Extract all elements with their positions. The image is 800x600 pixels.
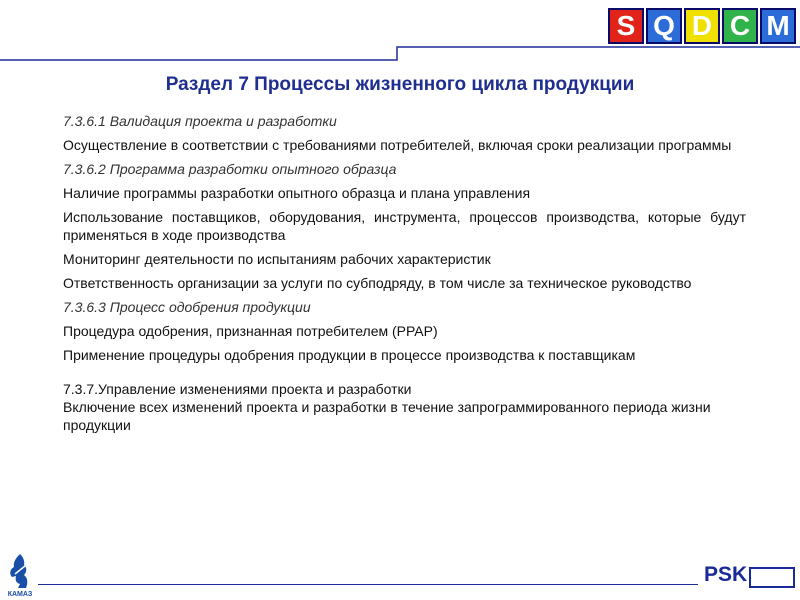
psk-logo: PSK: [704, 563, 748, 586]
svg-text:КАМАЗ: КАМАЗ: [7, 591, 33, 598]
sqdcm-logo: [608, 8, 796, 44]
sqdcm-tile-d: D: [684, 8, 720, 44]
sqdcm-tile-m: M: [760, 8, 796, 44]
paragraph: Применение процедуры одобрения продукции в процессе производства к поставщикам: [63, 347, 636, 363]
page-title: Раздел 7 Процессы жизненного цикла продукции: [165, 74, 635, 95]
paragraph: Использование поставщиков, оборудования, инструмента, процессов производства, которые будут применяться в ходе производства: [63, 209, 746, 243]
footer-line: [38, 584, 698, 585]
sqdcm-tile-q: Q: [646, 8, 682, 44]
paragraph: Мониторинг деятельности по испытаниям рабочих характеристик: [63, 251, 491, 267]
subheading-7-3-7: 7.3.7.Управление изменениями проекта и разработки: [63, 381, 412, 397]
sqdcm-tile-s: S: [608, 8, 644, 44]
content-body: [63, 112, 746, 434]
paragraph: Осуществление в соответствии с требованиями потребителей, включая сроки реализации программы: [63, 137, 732, 153]
psk-box: [749, 567, 795, 588]
paragraph: Процедура одобрения, признанная потребителем (PPAP): [63, 323, 438, 339]
subheading-7-3-6-1: 7.3.6.1 Валидация проекта и разработки: [63, 113, 337, 129]
paragraph: Включение всех изменений проекта и разработки в течение запрограммированного периода жизни продукции: [63, 399, 711, 433]
kamaz-logo: [6, 552, 34, 598]
subheading-7-3-6-2: 7.3.6.2 Программа разработки опытного образца: [63, 161, 397, 177]
sqdcm-tile-c: C: [722, 8, 758, 44]
paragraph: Ответственность организации за услуги по субподряду, в том числе за техническое руководство: [63, 275, 692, 291]
paragraph: Наличие программы разработки опытного образца и плана управления: [63, 185, 531, 201]
subheading-7-3-6-3: 7.3.6.3 Процесс одобрения продукции: [63, 299, 311, 315]
